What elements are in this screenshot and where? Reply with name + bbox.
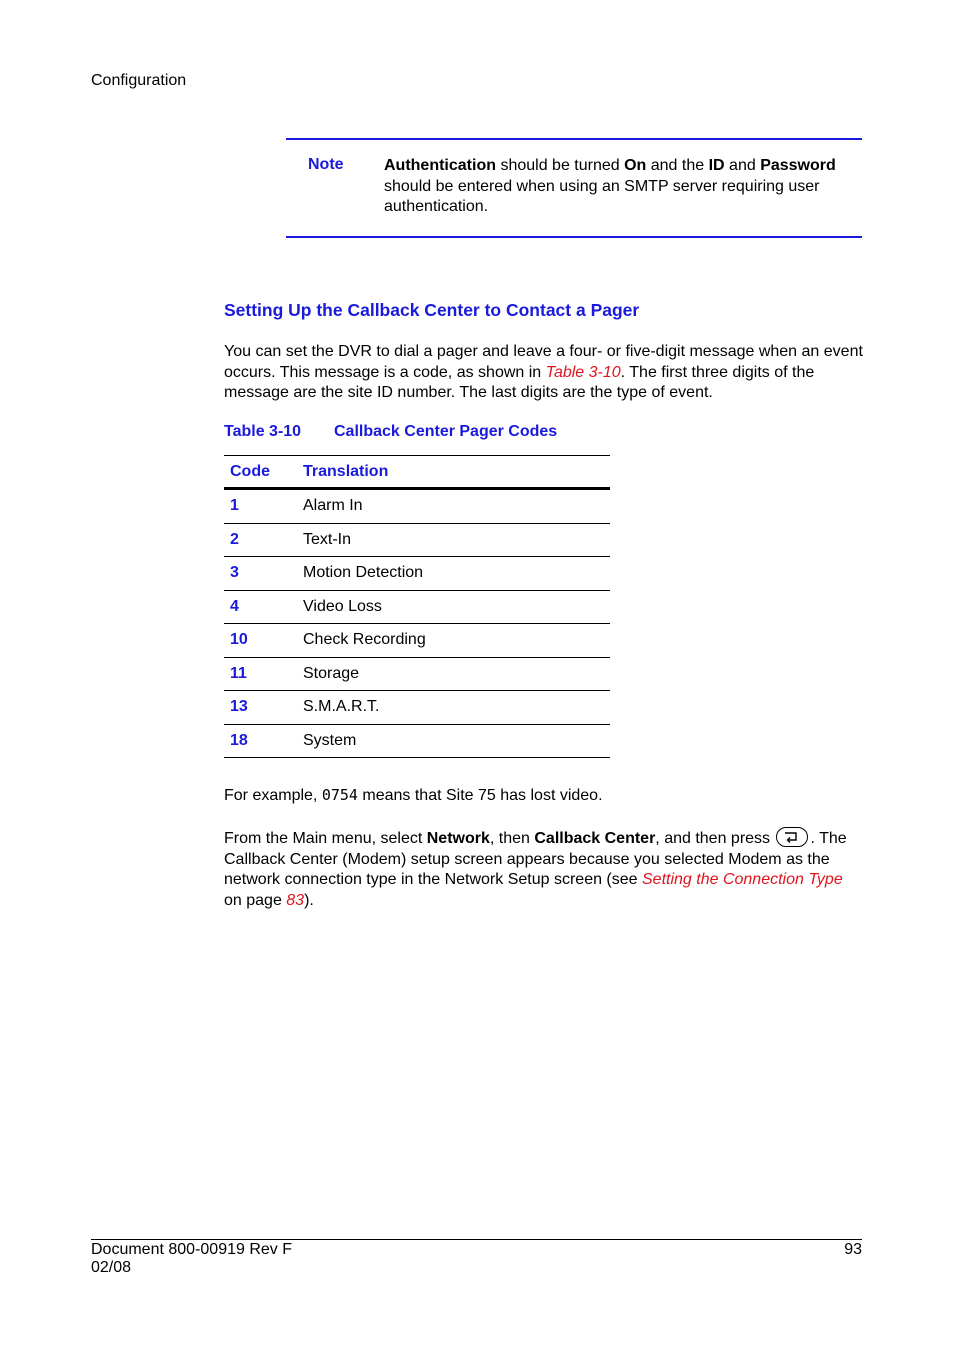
instructions-text: , then [489, 830, 535, 847]
example-paragraph [224, 786, 603, 805]
page-reference-link[interactable]: 83 [286, 891, 305, 909]
table-caption [224, 423, 557, 441]
translation-cell: Storage [297, 657, 610, 691]
translation-cell: S.M.A.R.T. [297, 691, 610, 725]
code-cell: 10 [224, 624, 297, 658]
note-label: Note [308, 156, 344, 173]
intro-text: You can set the DVR to dial a pager and leave a four- or five-digit message when an event occurs. This message is a code, as shown in [224, 343, 863, 381]
example-code: 0754 [321, 786, 358, 804]
footer-divider [91, 1239, 862, 1240]
translation-cell: Video Loss [297, 590, 610, 624]
column-header-code: Code [224, 456, 297, 489]
column-header-translation: Translation [297, 456, 610, 489]
instructions-text: From the Main menu, select [224, 830, 427, 847]
enter-key-icon [776, 827, 808, 847]
instructions-text: , and then press [655, 830, 775, 847]
cross-reference-link[interactable]: Setting the Connection Type [642, 871, 843, 888]
note-text-part: and [724, 157, 761, 174]
note-text-part: should be turned [496, 157, 625, 174]
code-cell: 4 [224, 590, 297, 624]
code-cell: 18 [224, 724, 297, 758]
table-row [224, 590, 610, 624]
example-text: For example, [224, 787, 322, 804]
table-caption-number: Table 3-10 [224, 423, 302, 440]
table-row [224, 691, 610, 725]
footer-document-number: Document 800-00919 Rev F [91, 1241, 292, 1258]
table-header-row [224, 456, 610, 489]
table-row [224, 523, 610, 557]
instructions-text: on page [224, 891, 287, 909]
translation-cell: Text-In [297, 523, 610, 557]
instructions-paragraph [224, 827, 864, 911]
table-row [224, 489, 610, 524]
note-term-id: ID [708, 157, 725, 174]
table-caption-title: Callback Center Pager Codes [334, 423, 558, 440]
note-box [286, 138, 862, 238]
code-cell: 13 [224, 691, 297, 725]
translation-cell: Check Recording [297, 624, 610, 658]
footer-page-number: 93 [844, 1241, 862, 1258]
table-reference-link[interactable]: Table 3-10 [545, 363, 621, 381]
translation-cell: System [297, 724, 610, 758]
note-term-password: Password [760, 157, 836, 174]
translation-cell: Alarm In [297, 489, 610, 524]
code-cell: 1 [224, 489, 297, 524]
intro-paragraph [224, 342, 864, 404]
table-row [224, 557, 610, 591]
note-text [384, 156, 860, 218]
translation-cell: Motion Detection [297, 557, 610, 591]
table-row [224, 624, 610, 658]
instructions-text: . The Callback Center (Modem) setup screen appears because you selected Modem as the network connection type in the Network Setup screen (see [224, 830, 847, 888]
note-term-on: On [624, 157, 647, 174]
code-cell: 3 [224, 557, 297, 591]
menu-term-network: Network [426, 830, 490, 847]
footer-date: 02/08 [91, 1259, 132, 1276]
note-term-authentication: Authentication [384, 157, 496, 174]
pager-codes-table [224, 455, 610, 758]
running-header: Configuration [91, 72, 187, 89]
section-heading: Setting Up the Callback Center to Contact a Pager [224, 300, 640, 320]
example-text: means that Site 75 has lost video. [357, 787, 603, 804]
table-row [224, 657, 610, 691]
table-row [224, 724, 610, 758]
code-cell: 2 [224, 523, 297, 557]
menu-term-callback-center: Callback Center [534, 830, 656, 847]
code-cell: 11 [224, 657, 297, 691]
instructions-text: ). [304, 891, 314, 909]
note-text-part: should be entered when using an SMTP server requiring user authentication. [384, 177, 820, 215]
intro-text: . The first three digits of the message are the site ID number. The last digits are the type of event. [224, 363, 815, 401]
note-text-part: and the [646, 157, 709, 174]
footer-document-info [91, 1241, 292, 1277]
